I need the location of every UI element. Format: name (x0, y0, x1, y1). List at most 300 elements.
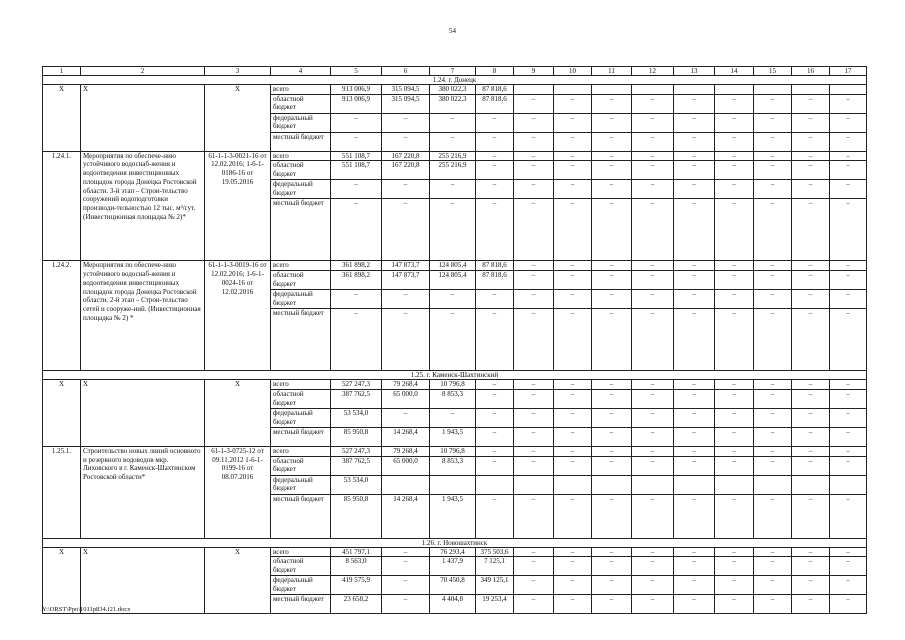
amount-cell: – (830, 408, 867, 427)
item-number: Х (43, 85, 81, 152)
amount-cell: – (382, 199, 430, 261)
amount-cell: – (715, 456, 754, 475)
column-number: 16 (792, 67, 830, 76)
table-row (43, 261, 867, 271)
amount-cell: – (792, 595, 830, 614)
column-number: 12 (632, 67, 674, 76)
amount-cell: 14 268,4 (382, 427, 430, 446)
amount-cell: – (754, 427, 792, 446)
amount-cell: 451 797,1 (331, 547, 382, 557)
amount-cell: – (476, 132, 514, 151)
amount-cell: 255 216,9 (430, 151, 476, 161)
amount-cell: – (754, 132, 792, 151)
column-number: 11 (592, 67, 632, 76)
amount-cell: 1 943,5 (430, 427, 476, 446)
amount-cell (830, 85, 867, 95)
item-number: Х (43, 547, 81, 614)
amount-cell: – (554, 446, 592, 456)
amount-cell: – (632, 427, 674, 446)
amount-cell: – (430, 199, 476, 261)
column-number: 2 (81, 67, 205, 76)
amount-cell: – (830, 290, 867, 309)
amount-cell: – (514, 595, 554, 614)
amount-cell: 8 563,0 (331, 557, 382, 576)
amount-cell: – (514, 261, 554, 271)
amount-cell: – (754, 271, 792, 290)
amount-cell: – (715, 557, 754, 576)
column-number: 13 (674, 67, 715, 76)
amount-cell: – (830, 389, 867, 408)
amount-cell: – (331, 199, 382, 261)
amount-cell (632, 475, 674, 494)
budget-source: местный бюджет (271, 427, 331, 446)
amount-cell: – (514, 199, 554, 261)
amount-cell: – (592, 180, 632, 199)
amount-cell: – (792, 199, 830, 261)
amount-cell: – (830, 94, 867, 113)
amount-cell: – (715, 290, 754, 309)
amount-cell: – (792, 161, 830, 180)
amount-cell: – (632, 161, 674, 180)
amount-cell: 1 943,5 (430, 494, 476, 538)
amount-cell: – (592, 151, 632, 161)
amount-cell: – (792, 576, 830, 595)
amount-cell: 79 268,4 (382, 446, 430, 456)
amount-cell: 349 125,1 (476, 576, 514, 595)
amount-cell: – (592, 380, 632, 390)
amount-cell (674, 475, 715, 494)
amount-cell: – (715, 427, 754, 446)
amount-cell: – (331, 309, 382, 371)
amount-cell: – (592, 408, 632, 427)
amount-cell: – (632, 380, 674, 390)
amount-cell: – (792, 456, 830, 475)
column-number: 15 (754, 67, 792, 76)
amount-cell: – (754, 456, 792, 475)
amount-cell: – (792, 380, 830, 390)
amount-cell: – (830, 380, 867, 390)
amount-cell: – (830, 132, 867, 151)
amount-cell: – (430, 132, 476, 151)
budget-source: областной бюджет (271, 389, 331, 408)
amount-cell: – (476, 161, 514, 180)
amount-cell: – (514, 380, 554, 390)
amount-cell (674, 85, 715, 95)
amount-cell: – (331, 113, 382, 132)
amount-cell: – (632, 180, 674, 199)
amount-cell: – (514, 151, 554, 161)
column-number: 17 (830, 67, 867, 76)
amount-cell: – (476, 427, 514, 446)
amount-cell: – (715, 199, 754, 261)
amount-cell: – (715, 547, 754, 557)
amount-cell: – (382, 180, 430, 199)
amount-cell: – (792, 113, 830, 132)
amount-cell (715, 475, 754, 494)
amount-cell: – (792, 180, 830, 199)
object-code: Х (205, 547, 271, 614)
amount-cell: – (792, 271, 830, 290)
amount-cell: – (632, 151, 674, 161)
amount-cell: 380 022,3 (430, 85, 476, 95)
amount-cell: – (754, 389, 792, 408)
amount-cell: – (430, 290, 476, 309)
section-header-row (43, 371, 867, 380)
amount-cell: – (514, 427, 554, 446)
amount-cell: – (476, 380, 514, 390)
item-number: 1.25.1. (43, 446, 81, 538)
column-number: 10 (554, 67, 592, 76)
amount-cell: – (592, 161, 632, 180)
amount-cell: – (632, 113, 674, 132)
amount-cell: – (674, 180, 715, 199)
amount-cell: – (476, 290, 514, 309)
amount-cell: – (592, 199, 632, 261)
budget-source: областной бюджет (271, 557, 331, 576)
amount-cell: 10 796,8 (430, 380, 476, 390)
amount-cell: 87 818,6 (476, 85, 514, 95)
amount-cell (754, 85, 792, 95)
budget-source: местный бюджет (271, 494, 331, 538)
amount-cell: – (592, 94, 632, 113)
object-code: Х (205, 380, 271, 447)
amount-cell: – (715, 309, 754, 371)
item-number: 1.24.1. (43, 151, 81, 261)
amount-cell: – (554, 494, 592, 538)
amount-cell: 387 762,5 (331, 456, 382, 475)
amount-cell: – (715, 151, 754, 161)
amount-cell (514, 85, 554, 95)
amount-cell (476, 475, 514, 494)
budget-source: федеральный бюджет (271, 180, 331, 199)
amount-cell: – (754, 309, 792, 371)
table-row (43, 85, 867, 95)
amount-cell: – (754, 151, 792, 161)
amount-cell: – (754, 261, 792, 271)
amount-cell: – (754, 380, 792, 390)
column-number: 14 (715, 67, 754, 76)
amount-cell: – (554, 408, 592, 427)
item-number: Х (43, 380, 81, 447)
amount-cell: – (592, 446, 632, 456)
amount-cell: – (792, 557, 830, 576)
amount-cell: – (514, 547, 554, 557)
amount-cell: – (430, 408, 476, 427)
amount-cell: – (754, 290, 792, 309)
amount-cell: 387 762,5 (331, 389, 382, 408)
amount-cell: – (715, 261, 754, 271)
section-title: 1.26. г. Новошахтинск (43, 538, 867, 547)
amount-cell: – (430, 180, 476, 199)
object-code: 61-1-3-0725-12 от 09.11.2012 1-6-1-0199-16 от 08.07.2016 (205, 446, 271, 538)
amount-cell: – (331, 180, 382, 199)
amount-cell: – (674, 199, 715, 261)
budget-table (42, 66, 867, 614)
amount-cell: – (514, 309, 554, 371)
amount-cell: – (382, 576, 430, 595)
amount-cell: – (674, 161, 715, 180)
table-row (43, 446, 867, 456)
amount-cell: – (554, 161, 592, 180)
amount-cell: – (792, 309, 830, 371)
amount-cell: – (830, 271, 867, 290)
amount-cell: 147 873,7 (382, 261, 430, 271)
amount-cell: – (554, 576, 592, 595)
amount-cell: – (331, 132, 382, 151)
amount-cell: – (592, 113, 632, 132)
budget-source: всего (271, 446, 331, 456)
amount-cell: 315 094,5 (382, 94, 430, 113)
amount-cell: – (792, 446, 830, 456)
amount-cell: – (514, 557, 554, 576)
amount-cell: – (674, 456, 715, 475)
amount-cell: – (830, 151, 867, 161)
amount-cell: – (554, 456, 592, 475)
amount-cell: – (632, 456, 674, 475)
amount-cell: – (674, 595, 715, 614)
amount-cell: – (674, 271, 715, 290)
amount-cell: – (754, 199, 792, 261)
budget-source: федеральный бюджет (271, 576, 331, 595)
amount-cell: – (792, 494, 830, 538)
amount-cell: – (476, 151, 514, 161)
amount-cell: – (592, 494, 632, 538)
amount-cell: 167 220,8 (382, 161, 430, 180)
amount-cell: – (754, 113, 792, 132)
amount-cell: – (754, 595, 792, 614)
amount-cell: – (674, 94, 715, 113)
amount-cell: – (754, 494, 792, 538)
amount-cell: – (514, 446, 554, 456)
amount-cell: – (554, 389, 592, 408)
amount-cell: – (592, 271, 632, 290)
item-name: Мероприятия по обеспече-нию устойчивого водоснаб-жения и водоотведения инвестиционных площадок города Донецка Ростовской области. 3-й этап – Строи-тельство сооружений водоподготовки производи-тельностью 12 тыс. м³/сут. (Инвестиционная площадка № 2)* (81, 151, 205, 261)
amount-cell: 147 873,7 (382, 271, 430, 290)
amount-cell (382, 475, 430, 494)
amount-cell: 8 853,3 (430, 456, 476, 475)
budget-source: федеральный бюджет (271, 113, 331, 132)
amount-cell: – (476, 199, 514, 261)
amount-cell: – (830, 309, 867, 371)
amount-cell: 4 404,8 (430, 595, 476, 614)
section-title: 1.24. г. Донецк (43, 76, 867, 85)
amount-cell: – (754, 557, 792, 576)
amount-cell: 19 253,4 (476, 595, 514, 614)
amount-cell: – (554, 199, 592, 261)
column-number: 6 (382, 67, 430, 76)
amount-cell: – (382, 113, 430, 132)
amount-cell: – (715, 271, 754, 290)
amount-cell: – (514, 180, 554, 199)
amount-cell: 8 853,3 (430, 389, 476, 408)
amount-cell: – (715, 113, 754, 132)
amount-cell: – (715, 380, 754, 390)
amount-cell: 380 022,3 (430, 94, 476, 113)
amount-cell: – (592, 132, 632, 151)
amount-cell: 315 094,5 (382, 85, 430, 95)
amount-cell: – (514, 456, 554, 475)
amount-cell: – (674, 389, 715, 408)
budget-source: всего (271, 151, 331, 161)
item-name: Строительство новых линий основного и резервного водоводов мкр. Лиховского в г. Каменск-Шахтинском Ростовской области* (81, 446, 205, 538)
amount-cell: 1 437,9 (430, 557, 476, 576)
item-name: Х (81, 85, 205, 152)
amount-cell: – (754, 408, 792, 427)
amount-cell: 85 950,8 (331, 427, 382, 446)
amount-cell: 65 000,0 (382, 456, 430, 475)
section-header-row (43, 76, 867, 85)
amount-cell: – (632, 576, 674, 595)
amount-cell: – (592, 456, 632, 475)
amount-cell (430, 475, 476, 494)
amount-cell: 361 898,2 (331, 271, 382, 290)
amount-cell: – (674, 408, 715, 427)
amount-cell: – (514, 161, 554, 180)
amount-cell (830, 475, 867, 494)
amount-cell: – (382, 557, 430, 576)
amount-cell: – (792, 389, 830, 408)
amount-cell: – (514, 389, 554, 408)
amount-cell (592, 85, 632, 95)
amount-cell: – (592, 427, 632, 446)
amount-cell: – (554, 290, 592, 309)
column-number: 8 (476, 67, 514, 76)
budget-source: областной бюджет (271, 94, 331, 113)
amount-cell: – (592, 290, 632, 309)
amount-cell: – (754, 446, 792, 456)
amount-cell: – (674, 290, 715, 309)
table-row (43, 380, 867, 390)
amount-cell: 255 216,9 (430, 161, 476, 180)
amount-cell (592, 475, 632, 494)
column-number: 4 (271, 67, 331, 76)
amount-cell: 53 534,0 (331, 408, 382, 427)
amount-cell: – (674, 261, 715, 271)
amount-cell: – (382, 132, 430, 151)
amount-cell: – (754, 547, 792, 557)
amount-cell: – (592, 261, 632, 271)
amount-cell: – (554, 557, 592, 576)
amount-cell (792, 85, 830, 95)
amount-cell: – (592, 576, 632, 595)
amount-cell: – (554, 151, 592, 161)
amount-cell: – (632, 547, 674, 557)
amount-cell: – (830, 557, 867, 576)
amount-cell: – (592, 557, 632, 576)
amount-cell: – (715, 446, 754, 456)
amount-cell: – (554, 180, 592, 199)
budget-source: федеральный бюджет (271, 408, 331, 427)
amount-cell: – (830, 161, 867, 180)
page-number: 54 (449, 27, 456, 35)
amount-cell: – (674, 446, 715, 456)
amount-cell (715, 85, 754, 95)
amount-cell: – (715, 161, 754, 180)
amount-cell: – (632, 494, 674, 538)
amount-cell: – (554, 427, 592, 446)
section-header-row (43, 538, 867, 547)
amount-cell: – (830, 261, 867, 271)
budget-source: местный бюджет (271, 199, 331, 261)
amount-cell: 124 805,4 (430, 271, 476, 290)
column-number: 3 (205, 67, 271, 76)
amount-cell: – (554, 94, 592, 113)
amount-cell: – (632, 290, 674, 309)
amount-cell: – (674, 547, 715, 557)
amount-cell: – (592, 547, 632, 557)
budget-source: всего (271, 547, 331, 557)
item-name: Х (81, 547, 205, 614)
amount-cell: – (792, 261, 830, 271)
amount-cell: – (715, 576, 754, 595)
amount-cell: – (430, 309, 476, 371)
budget-source: местный бюджет (271, 309, 331, 371)
amount-cell: – (514, 132, 554, 151)
amount-cell: 167 220,8 (382, 151, 430, 161)
object-code: Х (205, 85, 271, 152)
amount-cell: – (674, 427, 715, 446)
amount-cell: – (632, 595, 674, 614)
amount-cell: 419 575,9 (331, 576, 382, 595)
amount-cell: – (514, 94, 554, 113)
amount-cell: – (632, 94, 674, 113)
amount-cell: – (715, 180, 754, 199)
amount-cell: 14 268,4 (382, 494, 430, 538)
amount-cell: 23 658,2 (331, 595, 382, 614)
item-name: Мероприятия по обеспече-нию устойчивого водоснаб-жения и водоотведения инвестиционных площадок города Донецка Ростовской области. 2-й этап – Строи-тельство сетей и сооруже-ний. (Инвестиционная площадка № 2) * (81, 261, 205, 371)
amount-cell: – (592, 595, 632, 614)
object-code: 61-1-1-3-0021-16 от 12.02.2016; 1-6-1-0186-16 от 19.05.2016 (205, 151, 271, 261)
amount-cell (632, 85, 674, 95)
amount-cell: – (382, 290, 430, 309)
amount-cell: – (792, 408, 830, 427)
amount-cell: 65 000,0 (382, 389, 430, 408)
amount-cell: – (754, 180, 792, 199)
amount-cell: – (674, 380, 715, 390)
amount-cell: – (554, 261, 592, 271)
amount-cell: – (632, 271, 674, 290)
budget-source: местный бюджет (271, 132, 331, 151)
amount-cell: 87 818,6 (476, 94, 514, 113)
amount-cell: – (554, 113, 592, 132)
table-body (43, 67, 867, 614)
amount-cell: 913 006,9 (331, 85, 382, 95)
amount-cell: – (754, 161, 792, 180)
amount-cell: – (632, 199, 674, 261)
column-number: 7 (430, 67, 476, 76)
amount-cell: – (514, 113, 554, 132)
amount-cell: – (715, 94, 754, 113)
amount-cell: – (830, 446, 867, 456)
column-number: 9 (514, 67, 554, 76)
amount-cell: – (382, 309, 430, 371)
amount-cell: – (792, 290, 830, 309)
budget-source: всего (271, 85, 331, 95)
amount-cell: – (514, 271, 554, 290)
amount-cell: – (476, 446, 514, 456)
amount-cell: – (754, 576, 792, 595)
amount-cell: – (514, 576, 554, 595)
amount-cell: – (674, 132, 715, 151)
amount-cell: 53 534,0 (331, 475, 382, 494)
item-number: 1.24.2. (43, 261, 81, 371)
amount-cell: – (792, 132, 830, 151)
amount-cell: 87 818,6 (476, 271, 514, 290)
amount-cell: – (430, 113, 476, 132)
amount-cell: – (715, 408, 754, 427)
amount-cell: – (592, 309, 632, 371)
amount-cell: – (674, 576, 715, 595)
